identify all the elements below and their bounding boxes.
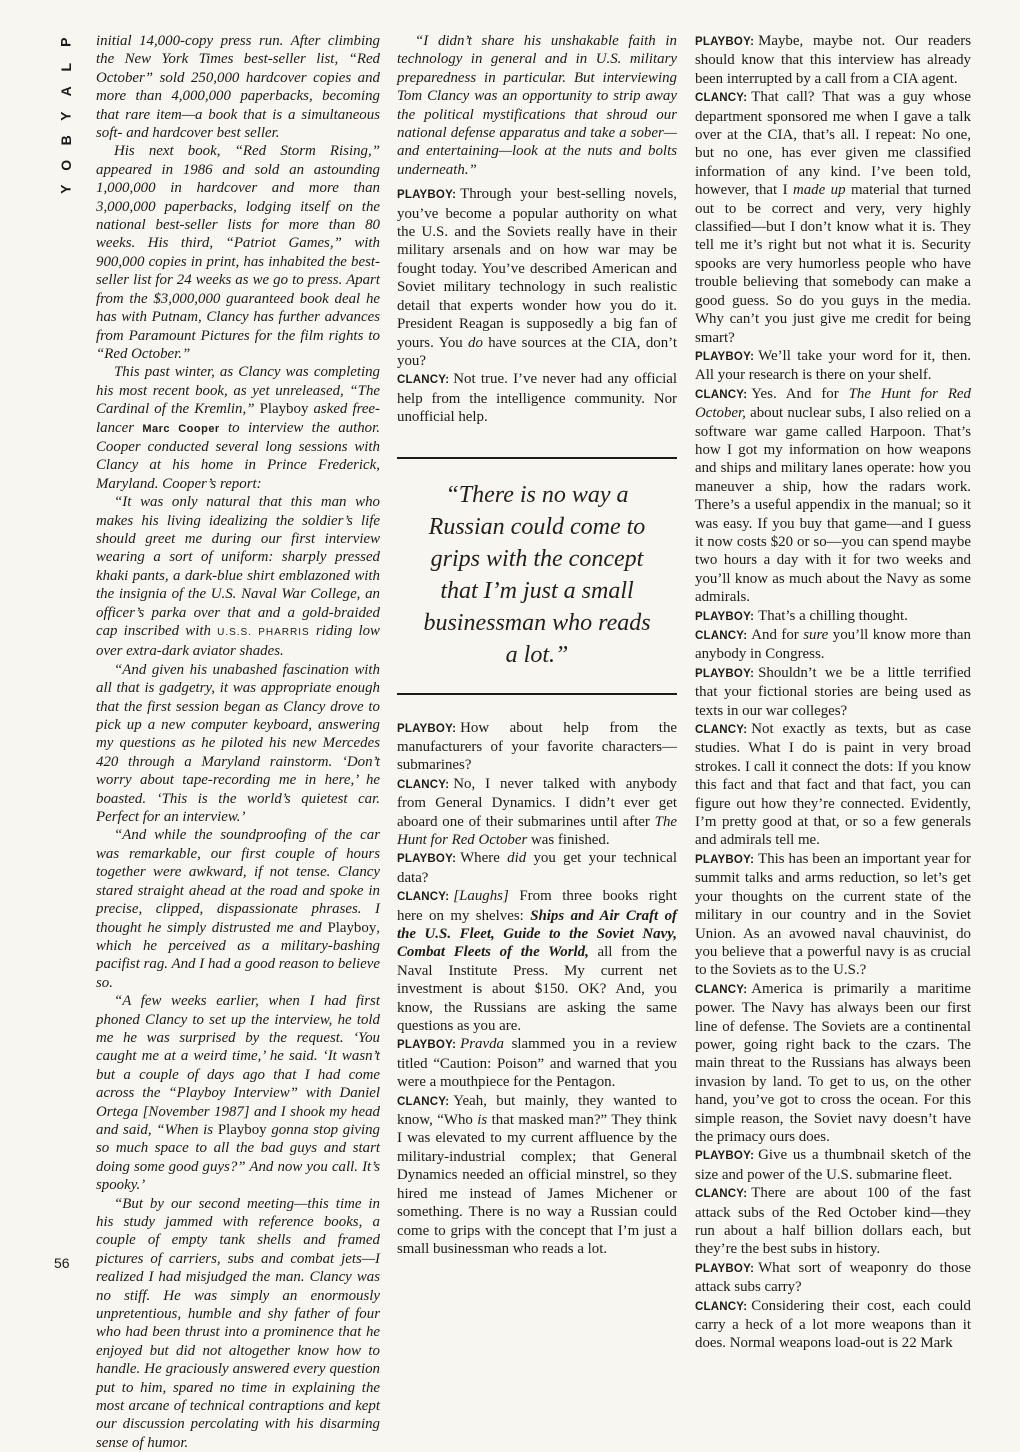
- pull-quote: “There is no way a Russian could come to grips with the concept that I’m just a small businessman who reads a lot.”: [397, 457, 677, 695]
- intro-paragraph: “And given his unabashed fascination with all that is gadgetry, it was appropriate enough that the first session began as Clancy drove to pick up a new computer keyboard, answering my questions as he piloted his new Mercedes 420 through a Maryland rainstorm. ‘Don’t worry about tape-recording me in here,’ he boasted. ‘This is the world’s quietest car. Perfect for an interview.’: [96, 661, 380, 826]
- author-name: Marc Cooper: [142, 422, 220, 435]
- answer: CLANCY: That call? That was a guy whose department sponsored me when I gave a talk over at the CIA, that’s all. I repeat: No one, but no one, has ever given me classified information of any kind. I’ve been told, however, that I made up material that turned out to be correct and very, very highly classified—but I don’t know what it is. They tell me it’s right but not what it is. Security spooks are very humorless people who have trouble believing that somebody can make a good guess. So do you guys in the media. Why can’t you just give me credit for being smart?: [695, 89, 971, 346]
- page-number: 56: [54, 1255, 70, 1271]
- answer: CLANCY: America is primarily a maritime power. The Navy has always been our first line of defense. The Soviets are a continental power, going right back to the czars. The main threat to the Russians has always been invasion by land. To get to us, on the other hand, you’ve got to cross the ocean. For this simple reason, the Soviet navy doesn’t have the primacy ours does.: [695, 980, 971, 1145]
- answer: CLANCY: [Laughs] From three books right here on my shelves: Ships and Air Craft of the U.S. Fleet, Guide to the Soviet Navy, Combat Fleets of the World, all from the Naval Institute Press. My current net investment is about $150. OK? And, you know, the Russians are asking the same questions as you are.: [397, 888, 677, 1035]
- answer: CLANCY: Not true. I’ve never had any official help from the intelligence community. Nor unofficial help.: [397, 371, 677, 426]
- intro-paragraph: This past winter, as Clancy was completing his most recent book, as yet unreleased, “The Cardinal of the Kremlin,” Playboy asked free-lancer Marc Cooper to interview the author. Cooper conducted several long sessions with Clancy at his home in Prince Frederick, Maryland. Cooper’s report:: [96, 364, 381, 492]
- question: PLAYBOY: Shouldn’t we be a little terrified that your fictional stories are being used as texts in our war colleges?: [695, 664, 971, 719]
- answer: CLANCY: Not exactly as texts, but as case studies. What I do is paint in very broad strokes. I call it connect the dots: If you know this fact and that fact and that fact, you can figure out how they’re connected. Evidently, I’m pretty good at that, or so a few generals and admirals tell me.: [695, 721, 971, 849]
- question: PLAYBOY: How about help from the manufacturers of your favorite characters—submarines?: [397, 719, 677, 774]
- intro-paragraph: initial 14,000-copy press run. After climbing the New York Times best-seller list, “Red October” sold 250,000 hardcover copies and more than 4,000,000 paperbacks, becoming that rare item—a book that is a simultaneous soft- and hardcover best seller.: [96, 33, 380, 142]
- question: PLAYBOY: This has been an important year for summit talks and arms reduction, so let’s get your thoughts on the current state of the military in our country and in the Soviet Union. As an avowed naval chauvinist, do you believe that a powerful navy is as crucial to the Soviets as to the U.S.?: [695, 850, 971, 979]
- question: PLAYBOY: Pravda slammed you in a review titled “Caution: Poison” and warned that you were a mouthpiece for the Pentagon.: [397, 1036, 677, 1091]
- question: PLAYBOY: Maybe, maybe not. Our readers should know that this interview has already been interrupted by a call from a CIA agent.: [695, 33, 971, 87]
- logo-letter: L: [57, 62, 74, 72]
- question: PLAYBOY: We’ll take your word for it, then. All your research is there on your shelf.: [695, 347, 971, 384]
- intro-paragraph: “But by our second meeting—this time in his study jammed with reference books, a couple of empty tank shells and framed pictures of carriers, subs and combat jets—I realized I had misjudged the man. Clancy was no stiff. He was simply an enormously unpretentious, humble and shy father of four who had been thrust into a prominence that he enjoyed but did not altogether know how to handle. He graciously answered every question put to him, spared no time in explaining the most arcane of technical contraptions and kept our discussion percolating with his disarming sense of humor.: [96, 1195, 380, 1451]
- logo-letter: B: [57, 135, 74, 146]
- answer: CLANCY: And for sure you’ll know more than anybody in Congress.: [695, 627, 971, 663]
- logo-letter: O: [57, 159, 74, 171]
- intro-paragraph: “And while the soundproofing of the car was remarkable, our first couple of hours together were awkward, if not tense. Clancy stared straight ahead at the road and spoke in precise, clipped, dispassionate phrases. I thought he simply distrusted me and Playboy, which he perceived as a military-bashing pacifist rag. And I had a good reason to believe so.: [96, 827, 380, 991]
- answer: CLANCY: Yeah, but mainly, they wanted to know, “Who is that masked man?” They think I was elevated to my current affluence by the military-industrial complex; that General Dynamics needed an official minstrel, so they hired me instead of James Michener or something. There is no way a Russian could come to grips with the concept that I’m just a small businessman who reads a lot.: [397, 1092, 677, 1257]
- column-2: [397, 32, 677, 1290]
- question: PLAYBOY: That’s a chilling thought.: [695, 607, 908, 624]
- column-1: [96, 32, 381, 1451]
- logo-letter: Y: [57, 111, 74, 121]
- intro-paragraph: “I didn’t share his unshakable faith in technology in general and in U.S. military preparedness in particular. But interviewing Tom Clancy was an opportunity to strip away the political mystifications that shroud our national defense apparatus and take a sober—and entertaining—look at the nuts and bolts underneath.”: [397, 33, 677, 178]
- question: PLAYBOY: Through your best-selling novels, you’ve become a popular authority on what the U.S. and the Soviets really have in their military arsenals and on how war may be fought today. You’ve described American and Soviet military technology in such realistic detail that experts wonder how you do it. President Reagan is supposedly a big fan of yours. You do have sources at the CIA, don’t you?: [397, 186, 677, 369]
- question: PLAYBOY: Give us a thumbnail sketch of the size and power of the U.S. submarine fleet.: [695, 1147, 971, 1183]
- answer: CLANCY: Considering their cost, each could carry a heck of a lot more weapons than it does. Normal weapons load-out is 22 Mark: [695, 1297, 971, 1352]
- logo-letter: P: [57, 37, 74, 47]
- answer: CLANCY: No, I never talked with anybody from General Dynamics. I didn’t ever get aboard one of their submarines until after The Hunt for Red October was finished.: [397, 775, 677, 848]
- intro-paragraph: “It was only natural that this man who makes his living idealizing the soldier’s life should greet me during our first interview wearing a sort of uniform: sharply pressed khaki pants, a dark-blue shirt emblazoned with the insignia of the U.S. Naval War College, an officer’s parka over that and a gold-braided cap inscribed with U.S.S. PHARRIS riding low over extra-dark aviator shades.: [96, 494, 380, 660]
- answer: CLANCY: Yes. And for The Hunt for Red October, about nuclear subs, I also relied on a software war game called Harpoon. That’s how I got my information on how weapons and ships and military lanes operate: how you maneuver a ship, how the radars work. There’s a useful appendix in the manual; so it was easy. If you buy that game—and I guess it now costs $20 or so—you can spend maybe two hours a day with it for two weeks and you’ll know as much about the Navy as some admirals.: [695, 385, 971, 606]
- question: PLAYBOY: Where did you get your technical data?: [397, 850, 677, 886]
- logo-letter: A: [57, 86, 74, 97]
- question: PLAYBOY: What sort of weaponry do those attack subs carry?: [695, 1259, 971, 1296]
- logo-letter: Y: [57, 184, 74, 194]
- intro-paragraph: His next book, “Red Storm Rising,” appeared in 1986 and sold an astounding 1,000,000 in hardcover and more than 3,000,000 paperbacks, lodging itself on the national best-seller lists for more than 80 weeks. His third, “Patriot Games,” with 900,000 copies in print, has inhabited the best-seller list for 24 weeks as we go to press. Apart from the $3,000,000 guaranteed book deal he has with Putnam, Clancy has further advances from Paramount Pictures for the film rights to “Red October.”: [96, 143, 380, 362]
- playboy-vertical-logo: [46, 30, 86, 202]
- answer: CLANCY: There are about 100 of the fast attack subs of the Red October kind—they run about a half billion dollars each, but they’re the best subs in history.: [695, 1185, 971, 1258]
- intro-paragraph: “A few weeks earlier, when I had first phoned Clancy to set up the interview, he told me he was surprised by the request. ‘You caught me at a weird time,’ he said. ‘It wasn’t but a couple of days ago that I had come across the “Playboy Interview” with Daniel Ortega [November 1987] and I shook my head and said, “When is Playboy gonna stop giving so much space to all the bad guys and start doing some good guys?” And now you call. It’s spooky.’: [96, 993, 381, 1194]
- column-3: [695, 32, 971, 1352]
